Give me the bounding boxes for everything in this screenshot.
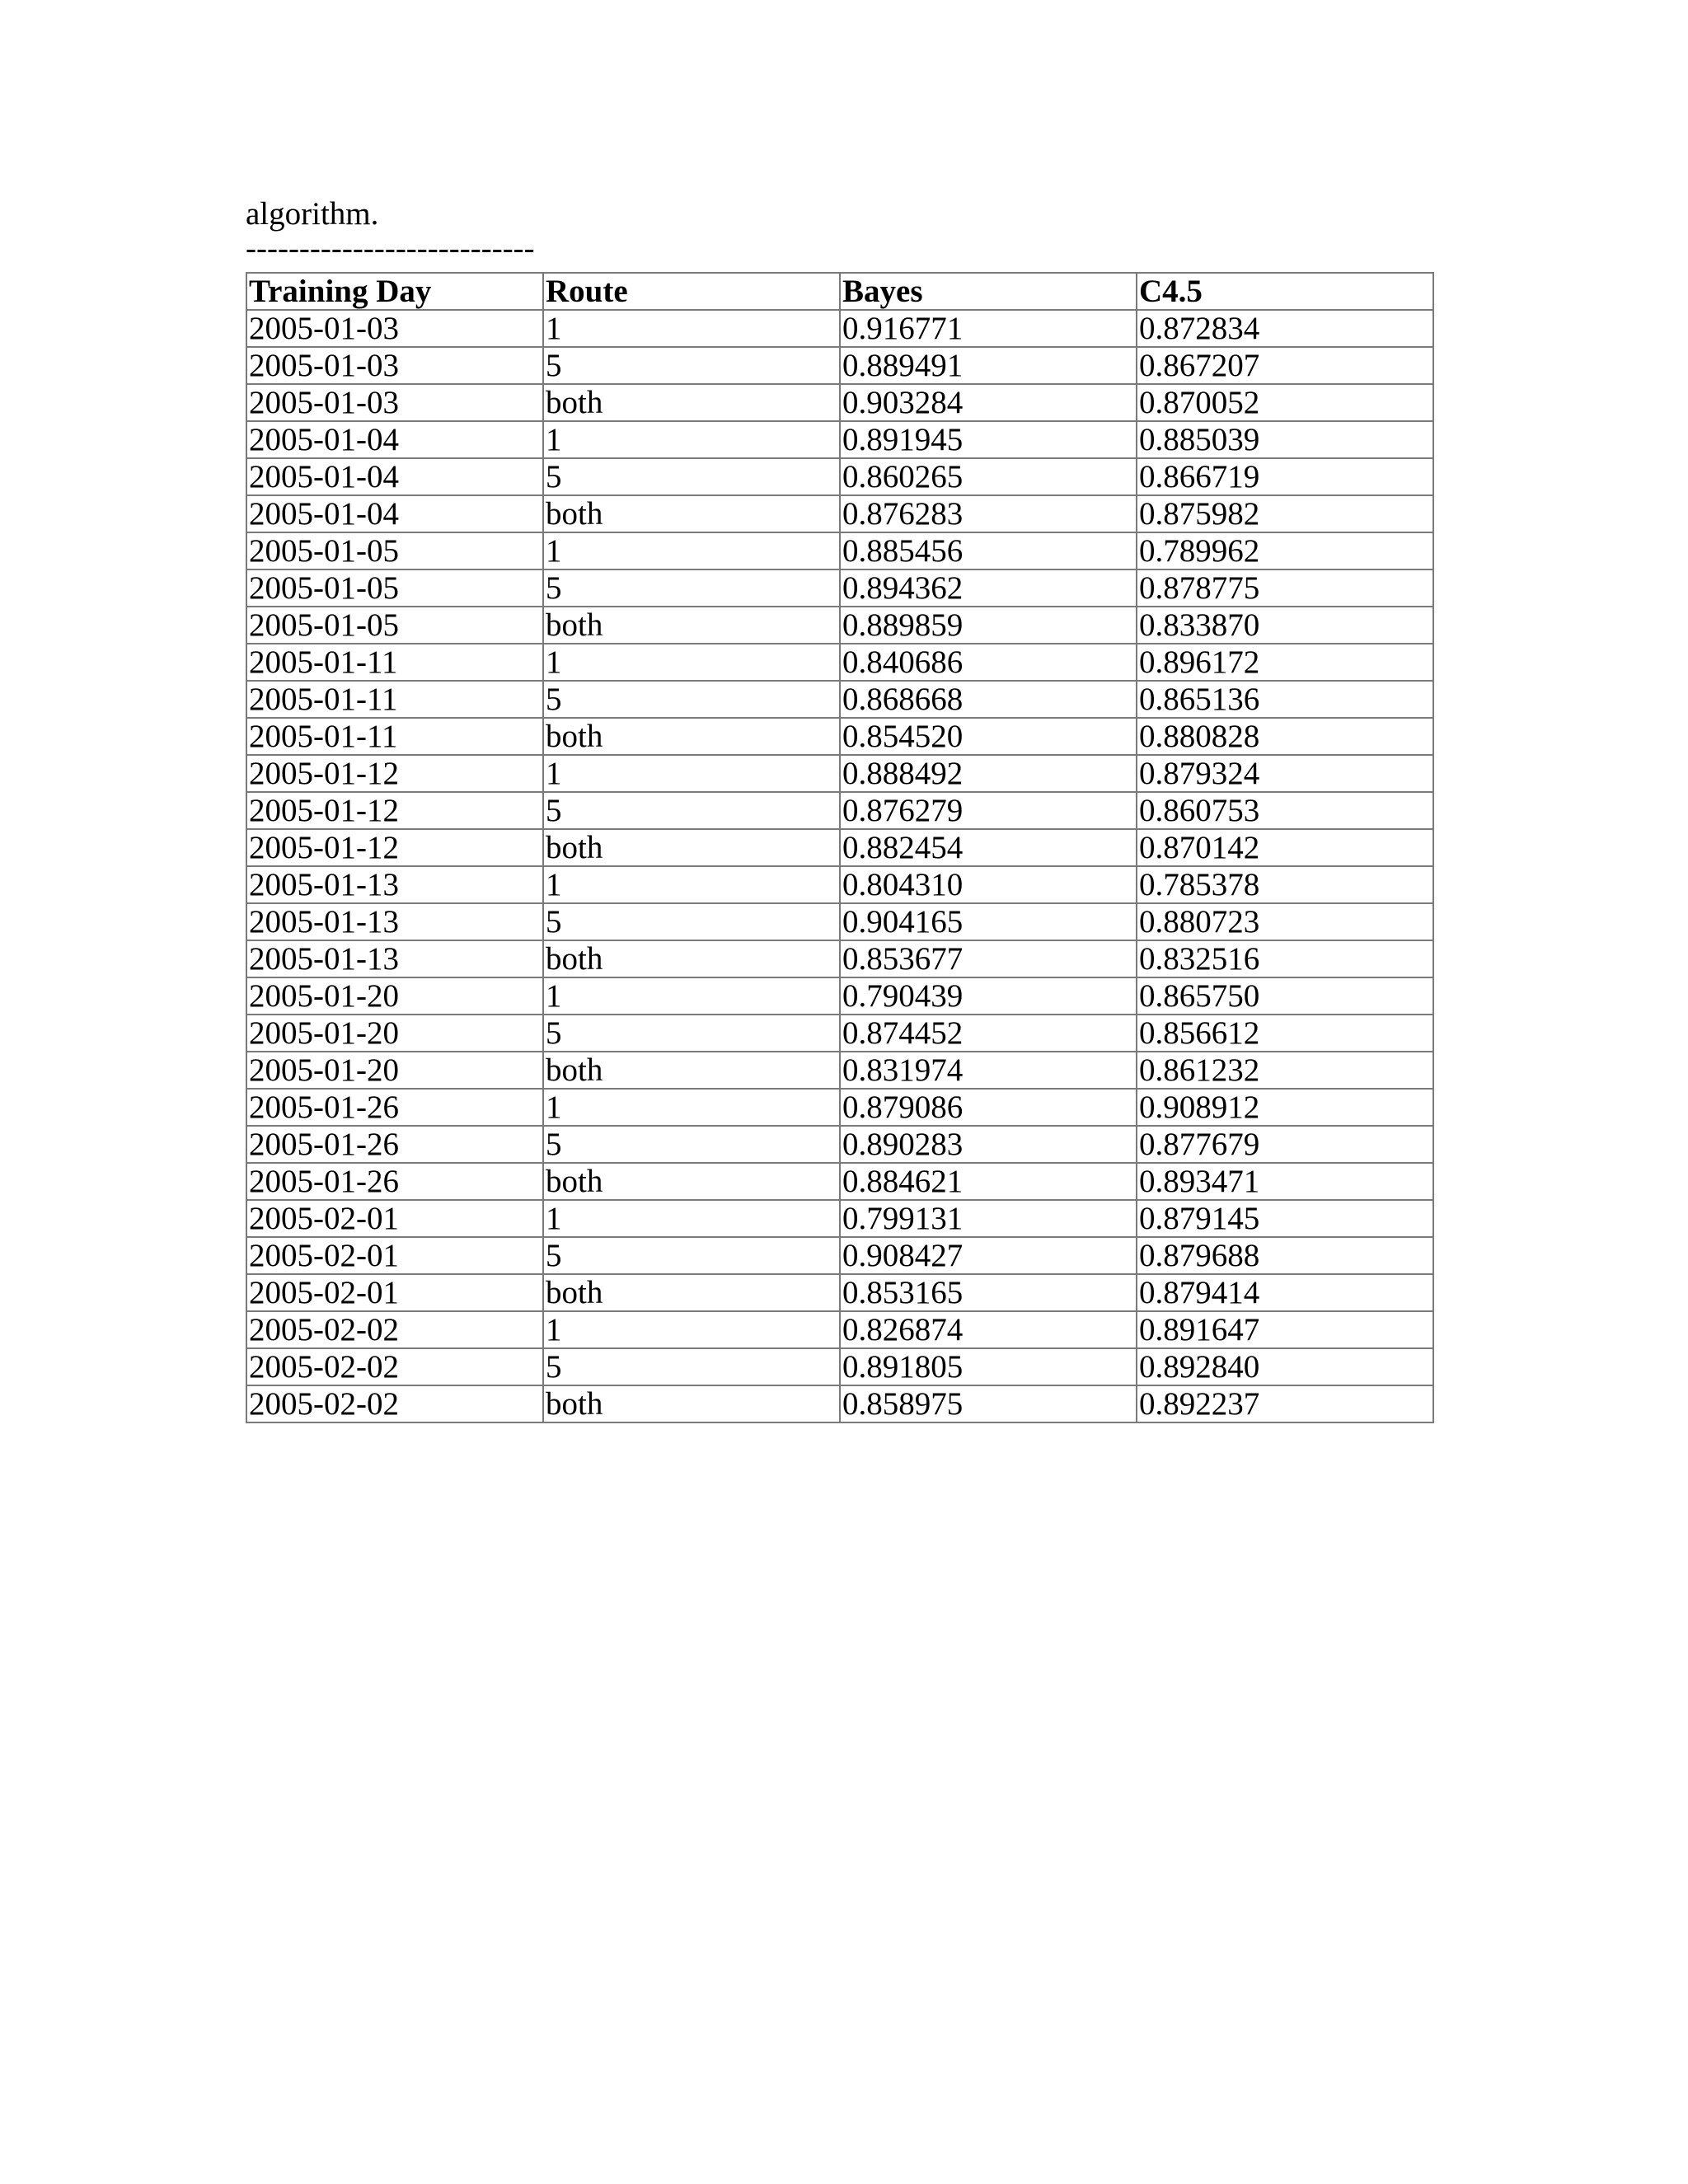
- cell-training-day: 2005-02-02: [246, 1311, 543, 1348]
- cell-route: 5: [543, 569, 840, 607]
- cell-c45: 0.865750: [1137, 977, 1433, 1015]
- cell-bayes: 0.890283: [840, 1126, 1137, 1163]
- cell-c45: 0.908912: [1137, 1089, 1433, 1126]
- cell-bayes: 0.853677: [840, 940, 1137, 977]
- cell-route: 5: [543, 1126, 840, 1163]
- cell-c45: 0.785378: [1137, 866, 1433, 903]
- cell-c45: 0.892840: [1137, 1348, 1433, 1385]
- table-row: [246, 1200, 1433, 1237]
- cell-c45: 0.891647: [1137, 1311, 1433, 1348]
- cell-training-day: 2005-02-02: [246, 1385, 543, 1422]
- table-header-row: [246, 273, 1433, 310]
- cell-bayes: 0.854520: [840, 718, 1137, 755]
- cell-c45: 0.896172: [1137, 644, 1433, 681]
- cell-c45: 0.879145: [1137, 1200, 1433, 1237]
- cell-route: 5: [543, 681, 840, 718]
- cell-training-day: 2005-01-03: [246, 384, 543, 421]
- cell-training-day: 2005-01-11: [246, 681, 543, 718]
- cell-c45: 0.879324: [1137, 755, 1433, 792]
- table-row: [246, 310, 1433, 347]
- cell-c45: 0.870052: [1137, 384, 1433, 421]
- cell-training-day: 2005-01-13: [246, 940, 543, 977]
- table-row: [246, 1274, 1433, 1311]
- cell-bayes: 0.804310: [840, 866, 1137, 903]
- table-row: [246, 1126, 1433, 1163]
- cell-route: both: [543, 829, 840, 866]
- table-row: [246, 607, 1433, 644]
- cell-c45: 0.885039: [1137, 421, 1433, 458]
- cell-training-day: 2005-01-12: [246, 792, 543, 829]
- cell-training-day: 2005-01-05: [246, 569, 543, 607]
- table-row: [246, 532, 1433, 569]
- table-row: [246, 940, 1433, 977]
- header-training-day: Training Day: [246, 273, 543, 310]
- table-row: [246, 866, 1433, 903]
- cell-training-day: 2005-01-03: [246, 310, 543, 347]
- cell-route: 5: [543, 347, 840, 384]
- cell-bayes: 0.882454: [840, 829, 1137, 866]
- cell-bayes: 0.884621: [840, 1163, 1137, 1200]
- cell-training-day: 2005-01-05: [246, 607, 543, 644]
- cell-route: 5: [543, 792, 840, 829]
- cell-c45: 0.833870: [1137, 607, 1433, 644]
- cell-training-day: 2005-01-12: [246, 829, 543, 866]
- cell-route: 1: [543, 866, 840, 903]
- cell-c45: 0.870142: [1137, 829, 1433, 866]
- table-row: [246, 569, 1433, 607]
- cell-route: 1: [543, 1311, 840, 1348]
- cell-training-day: 2005-01-04: [246, 458, 543, 495]
- cell-route: both: [543, 1052, 840, 1089]
- cell-bayes: 0.876279: [840, 792, 1137, 829]
- cell-route: 5: [543, 458, 840, 495]
- cell-route: both: [543, 384, 840, 421]
- lead-text: algorithm.: [246, 196, 379, 232]
- table-row: [246, 792, 1433, 829]
- cell-bayes: 0.799131: [840, 1200, 1137, 1237]
- cell-bayes: 0.889491: [840, 347, 1137, 384]
- cell-training-day: 2005-01-12: [246, 755, 543, 792]
- table-row: [246, 495, 1433, 532]
- table-row: [246, 384, 1433, 421]
- cell-training-day: 2005-01-04: [246, 495, 543, 532]
- cell-training-day: 2005-02-01: [246, 1200, 543, 1237]
- cell-training-day: 2005-01-26: [246, 1089, 543, 1126]
- cell-bayes: 0.903284: [840, 384, 1137, 421]
- cell-bayes: 0.879086: [840, 1089, 1137, 1126]
- cell-bayes: 0.916771: [840, 310, 1137, 347]
- cell-training-day: 2005-01-11: [246, 644, 543, 681]
- cell-c45: 0.893471: [1137, 1163, 1433, 1200]
- cell-bayes: 0.894362: [840, 569, 1137, 607]
- cell-training-day: 2005-01-20: [246, 1015, 543, 1052]
- results-table: [246, 272, 1434, 1423]
- header-bayes: Bayes: [840, 273, 1137, 310]
- cell-c45: 0.856612: [1137, 1015, 1433, 1052]
- cell-route: 1: [543, 532, 840, 569]
- cell-bayes: 0.874452: [840, 1015, 1137, 1052]
- cell-route: 1: [543, 755, 840, 792]
- cell-bayes: 0.891805: [840, 1348, 1137, 1385]
- separator-line: ---------------------------: [246, 231, 535, 266]
- cell-training-day: 2005-01-04: [246, 421, 543, 458]
- table-row: [246, 347, 1433, 384]
- cell-bayes: 0.860265: [840, 458, 1137, 495]
- cell-training-day: 2005-01-05: [246, 532, 543, 569]
- cell-training-day: 2005-01-11: [246, 718, 543, 755]
- cell-bayes: 0.885456: [840, 532, 1137, 569]
- cell-c45: 0.877679: [1137, 1126, 1433, 1163]
- table-row: [246, 718, 1433, 755]
- cell-training-day: 2005-02-02: [246, 1348, 543, 1385]
- cell-route: 1: [543, 1089, 840, 1126]
- table-row: [246, 681, 1433, 718]
- table-row: [246, 458, 1433, 495]
- cell-training-day: 2005-01-20: [246, 977, 543, 1015]
- cell-bayes: 0.831974: [840, 1052, 1137, 1089]
- cell-bayes: 0.908427: [840, 1237, 1137, 1274]
- cell-c45: 0.789962: [1137, 532, 1433, 569]
- table-row: [246, 1163, 1433, 1200]
- table-row: [246, 644, 1433, 681]
- cell-c45: 0.866719: [1137, 458, 1433, 495]
- table-row: [246, 977, 1433, 1015]
- cell-route: 5: [543, 903, 840, 940]
- cell-c45: 0.879688: [1137, 1237, 1433, 1274]
- table-row: [246, 1311, 1433, 1348]
- table-body: [246, 310, 1433, 1422]
- table-row: [246, 421, 1433, 458]
- cell-bayes: 0.826874: [840, 1311, 1137, 1348]
- cell-bayes: 0.840686: [840, 644, 1137, 681]
- cell-bayes: 0.868668: [840, 681, 1137, 718]
- header-route: Route: [543, 273, 840, 310]
- cell-route: 5: [543, 1015, 840, 1052]
- cell-bayes: 0.853165: [840, 1274, 1137, 1311]
- cell-route: both: [543, 718, 840, 755]
- cell-route: both: [543, 1274, 840, 1311]
- cell-c45: 0.880828: [1137, 718, 1433, 755]
- cell-route: 1: [543, 977, 840, 1015]
- cell-c45: 0.872834: [1137, 310, 1433, 347]
- cell-training-day: 2005-01-03: [246, 347, 543, 384]
- cell-training-day: 2005-01-13: [246, 903, 543, 940]
- cell-c45: 0.892237: [1137, 1385, 1433, 1422]
- cell-route: both: [543, 1163, 840, 1200]
- table-row: [246, 755, 1433, 792]
- cell-c45: 0.832516: [1137, 940, 1433, 977]
- table-row: [246, 1348, 1433, 1385]
- table-row: [246, 1015, 1433, 1052]
- cell-bayes: 0.876283: [840, 495, 1137, 532]
- header-c45: C4.5: [1137, 273, 1433, 310]
- cell-route: 1: [543, 644, 840, 681]
- cell-c45: 0.867207: [1137, 347, 1433, 384]
- cell-training-day: 2005-02-01: [246, 1237, 543, 1274]
- cell-c45: 0.860753: [1137, 792, 1433, 829]
- cell-route: 1: [543, 421, 840, 458]
- table-row: [246, 1089, 1433, 1126]
- table-row: [246, 829, 1433, 866]
- cell-bayes: 0.891945: [840, 421, 1137, 458]
- cell-training-day: 2005-02-01: [246, 1274, 543, 1311]
- table-row: [246, 1052, 1433, 1089]
- cell-c45: 0.865136: [1137, 681, 1433, 718]
- cell-route: both: [543, 1385, 840, 1422]
- cell-route: both: [543, 607, 840, 644]
- cell-bayes: 0.889859: [840, 607, 1137, 644]
- cell-training-day: 2005-01-20: [246, 1052, 543, 1089]
- cell-c45: 0.861232: [1137, 1052, 1433, 1089]
- cell-c45: 0.878775: [1137, 569, 1433, 607]
- cell-route: both: [543, 940, 840, 977]
- cell-route: 1: [543, 1200, 840, 1237]
- cell-bayes: 0.790439: [840, 977, 1137, 1015]
- cell-c45: 0.875982: [1137, 495, 1433, 532]
- table-row: [246, 1237, 1433, 1274]
- cell-training-day: 2005-01-26: [246, 1126, 543, 1163]
- cell-training-day: 2005-01-26: [246, 1163, 543, 1200]
- cell-bayes: 0.904165: [840, 903, 1137, 940]
- cell-c45: 0.880723: [1137, 903, 1433, 940]
- cell-route: both: [543, 495, 840, 532]
- cell-bayes: 0.888492: [840, 755, 1137, 792]
- cell-route: 5: [543, 1348, 840, 1385]
- cell-training-day: 2005-01-13: [246, 866, 543, 903]
- cell-bayes: 0.858975: [840, 1385, 1137, 1422]
- table-row: [246, 1385, 1433, 1422]
- cell-route: 1: [543, 310, 840, 347]
- cell-route: 5: [543, 1237, 840, 1274]
- table-row: [246, 903, 1433, 940]
- cell-c45: 0.879414: [1137, 1274, 1433, 1311]
